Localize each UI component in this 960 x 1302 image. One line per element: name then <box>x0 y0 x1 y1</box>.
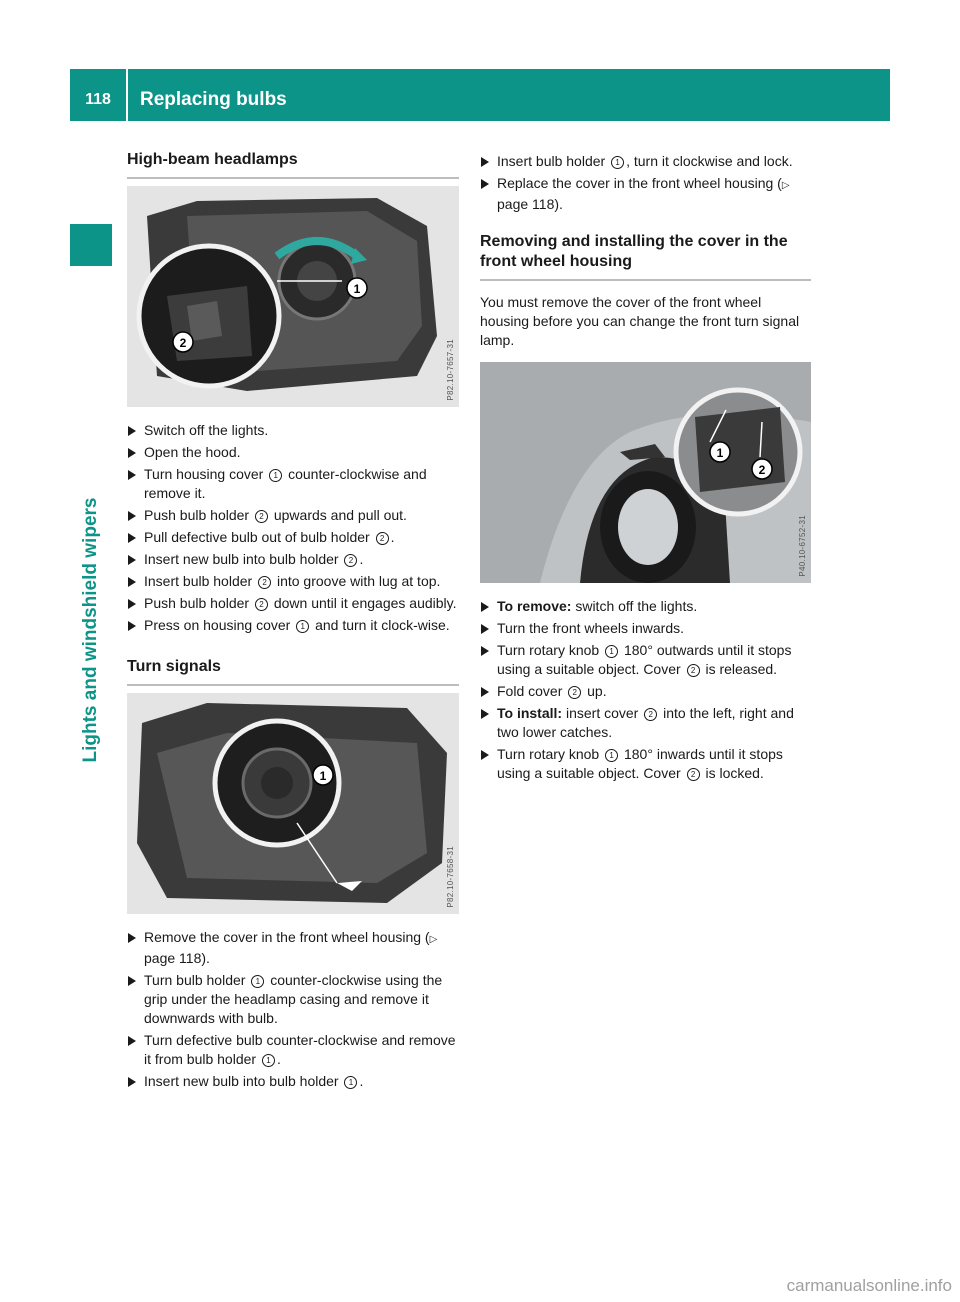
svg-text:1: 1 <box>319 769 327 783</box>
steps-high-beam <box>127 421 459 635</box>
section-intro: You must remove the cover of the front wheel housing before you can change the front turn signal lamp. <box>480 294 800 348</box>
step-arrow-icon <box>481 602 489 612</box>
step-arrow-icon <box>128 1077 136 1087</box>
page-ref-icon: ▷ <box>781 180 790 191</box>
callout-number: 1 <box>605 645 618 658</box>
step-text: 180° outwards until it stops using a suitable object. Cover <box>497 642 792 677</box>
figure-wheel-housing <box>480 362 811 583</box>
step-arrow-icon <box>128 976 136 986</box>
step-arrow-icon <box>481 179 489 189</box>
step-arrow-icon <box>128 426 136 436</box>
steps-turn-signals <box>127 928 459 1091</box>
step-text: page 118). <box>497 196 563 212</box>
figure-code: P82.10-7658-31 <box>446 846 455 908</box>
instruction-step <box>127 616 459 635</box>
step-text: and turn it clock-wise. <box>311 617 450 633</box>
step-label: To remove: <box>497 598 572 614</box>
step-text: down until it engages audibly. <box>269 595 457 611</box>
step-arrow-icon <box>128 621 136 631</box>
step-text: . <box>359 551 364 567</box>
step-arrow-icon <box>481 157 489 167</box>
step-text: 180° inwards until it stops using a suitable object. Cover <box>497 746 783 781</box>
instruction-step <box>127 1072 459 1091</box>
step-arrow-icon <box>128 577 136 587</box>
step-text: Turn bulb holder <box>144 972 250 988</box>
step-arrow-icon <box>481 709 489 719</box>
step-text: Turn rotary knob <box>497 642 604 658</box>
step-arrow-icon <box>481 687 489 697</box>
step-text: is locked. <box>701 765 764 781</box>
step-arrow-icon <box>481 624 489 634</box>
section-title-high-beam: High-beam headlamps <box>127 150 459 179</box>
callout-number: 2 <box>376 532 389 545</box>
callout-number: 1 <box>251 975 264 988</box>
instruction-step <box>480 641 811 679</box>
svg-text:2: 2 <box>179 336 187 350</box>
step-text: Insert bulb holder <box>497 153 610 169</box>
step-text: , turn it clockwise and lock. <box>626 153 793 169</box>
step-text: Push bulb holder <box>144 507 253 523</box>
step-text: Open the hood. <box>144 444 241 460</box>
instruction-step <box>127 971 459 1028</box>
step-text: Push bulb holder <box>144 595 253 611</box>
instruction-step <box>480 704 811 742</box>
step-arrow-icon <box>481 750 489 760</box>
svg-text:2: 2 <box>758 463 766 477</box>
step-arrow-icon <box>128 511 136 521</box>
step-text: Switch off the lights. <box>144 422 269 438</box>
left-column <box>127 150 459 1094</box>
step-text: up. <box>583 683 607 699</box>
instruction-step <box>127 528 459 547</box>
instruction-step <box>480 682 811 701</box>
step-text: into the left, right and two lower catches. <box>497 705 794 740</box>
step-arrow-icon <box>128 470 136 480</box>
page-title: Replacing bulbs <box>140 89 287 110</box>
steps-turn-signals-continued <box>480 152 811 214</box>
step-arrow-icon <box>128 533 136 543</box>
callout-number: 1 <box>605 749 618 762</box>
step-text: counter-clockwise using the grip under the headlamp casing and remove it downwards with bulb. <box>144 972 443 1026</box>
step-text: Press on housing cover <box>144 617 295 633</box>
callout-number: 2 <box>687 768 700 781</box>
step-text: Turn rotary knob <box>497 746 604 762</box>
figure-code: P82.10-7657-31 <box>446 339 455 401</box>
step-text: is released. <box>701 661 778 677</box>
instruction-step <box>480 174 811 214</box>
step-text: upwards and pull out. <box>269 507 407 523</box>
section-title-turn-signals: Turn signals <box>127 657 459 686</box>
step-text: into groove with lug at top. <box>273 573 441 589</box>
figure-turn-signal-headlamp <box>127 693 459 914</box>
figure-high-beam-headlamp <box>127 186 459 407</box>
step-text: . <box>390 529 395 545</box>
wheel-housing-illustration <box>480 362 811 583</box>
callout-number: 2 <box>568 686 581 699</box>
step-text: Insert new bulb into bulb holder <box>144 551 343 567</box>
instruction-step <box>127 1031 459 1069</box>
step-text: Pull defective bulb out of bulb holder <box>144 529 374 545</box>
step-text: switch off the lights. <box>571 598 698 614</box>
instruction-step <box>127 928 459 968</box>
instruction-step <box>127 594 459 613</box>
callout-number: 2 <box>255 598 268 611</box>
instruction-step <box>127 550 459 569</box>
section-title-wheel-housing-cover: Removing and installing the cover in the front wheel housing <box>480 232 811 281</box>
chapter-tab-marker <box>70 224 112 266</box>
instruction-step <box>480 745 811 783</box>
steps-wheel-housing-cover <box>480 597 811 783</box>
callout-number: 1 <box>262 1054 275 1067</box>
callout-number: 1 <box>611 156 624 169</box>
callout-number: 2 <box>644 708 657 721</box>
right-column <box>480 150 811 786</box>
step-text: Replace the cover in the front wheel housing ( <box>497 175 782 191</box>
step-text: insert cover <box>562 705 643 721</box>
step-text: Remove the cover in the front wheel housing ( <box>144 929 430 945</box>
turn-signal-illustration <box>127 693 459 914</box>
step-text: Fold cover <box>497 683 567 699</box>
step-text: Turn housing cover <box>144 466 268 482</box>
step-text: Turn the front wheels inwards. <box>497 620 685 636</box>
step-text: page 118). <box>144 950 210 966</box>
watermark: carmanualsonline.info <box>786 1276 952 1295</box>
step-text: Turn defective bulb counter-clockwise and remove it from bulb holder <box>144 1032 456 1067</box>
instruction-step <box>480 619 811 638</box>
instruction-step <box>480 597 811 616</box>
callout-number: 2 <box>255 510 268 523</box>
step-text: Insert bulb holder <box>144 573 257 589</box>
step-arrow-icon <box>128 599 136 609</box>
instruction-step <box>127 421 459 440</box>
step-text: Insert new bulb into bulb holder <box>144 1073 343 1089</box>
step-text: . <box>359 1073 364 1089</box>
step-arrow-icon <box>128 555 136 565</box>
step-text: . <box>276 1051 281 1067</box>
instruction-step <box>127 572 459 591</box>
callout-number: 1 <box>344 1076 357 1089</box>
instruction-step <box>480 152 811 171</box>
callout-number: 2 <box>687 664 700 677</box>
callout-number: 1 <box>269 469 282 482</box>
callout-number: 1 <box>296 620 309 633</box>
svg-text:1: 1 <box>353 282 361 296</box>
instruction-step <box>127 443 459 462</box>
page-number: 118 <box>85 91 111 108</box>
step-arrow-icon <box>481 646 489 656</box>
chapter-side-label: Lights and windshield wipers <box>80 497 101 763</box>
callout-number: 2 <box>344 554 357 567</box>
step-arrow-icon <box>128 933 136 943</box>
header-divider <box>126 69 128 121</box>
headlamp-illustration <box>127 186 459 407</box>
page-ref-icon: ▷ <box>429 934 438 945</box>
figure-code: P40.10-6752-31 <box>798 515 807 577</box>
callout-number: 2 <box>258 576 271 589</box>
step-text: counter-clockwise and remove it. <box>144 466 427 501</box>
step-arrow-icon <box>128 1036 136 1046</box>
step-arrow-icon <box>128 448 136 458</box>
instruction-step <box>127 506 459 525</box>
instruction-step <box>127 465 459 503</box>
svg-text:1: 1 <box>716 446 724 460</box>
step-label: To install: <box>497 705 563 721</box>
